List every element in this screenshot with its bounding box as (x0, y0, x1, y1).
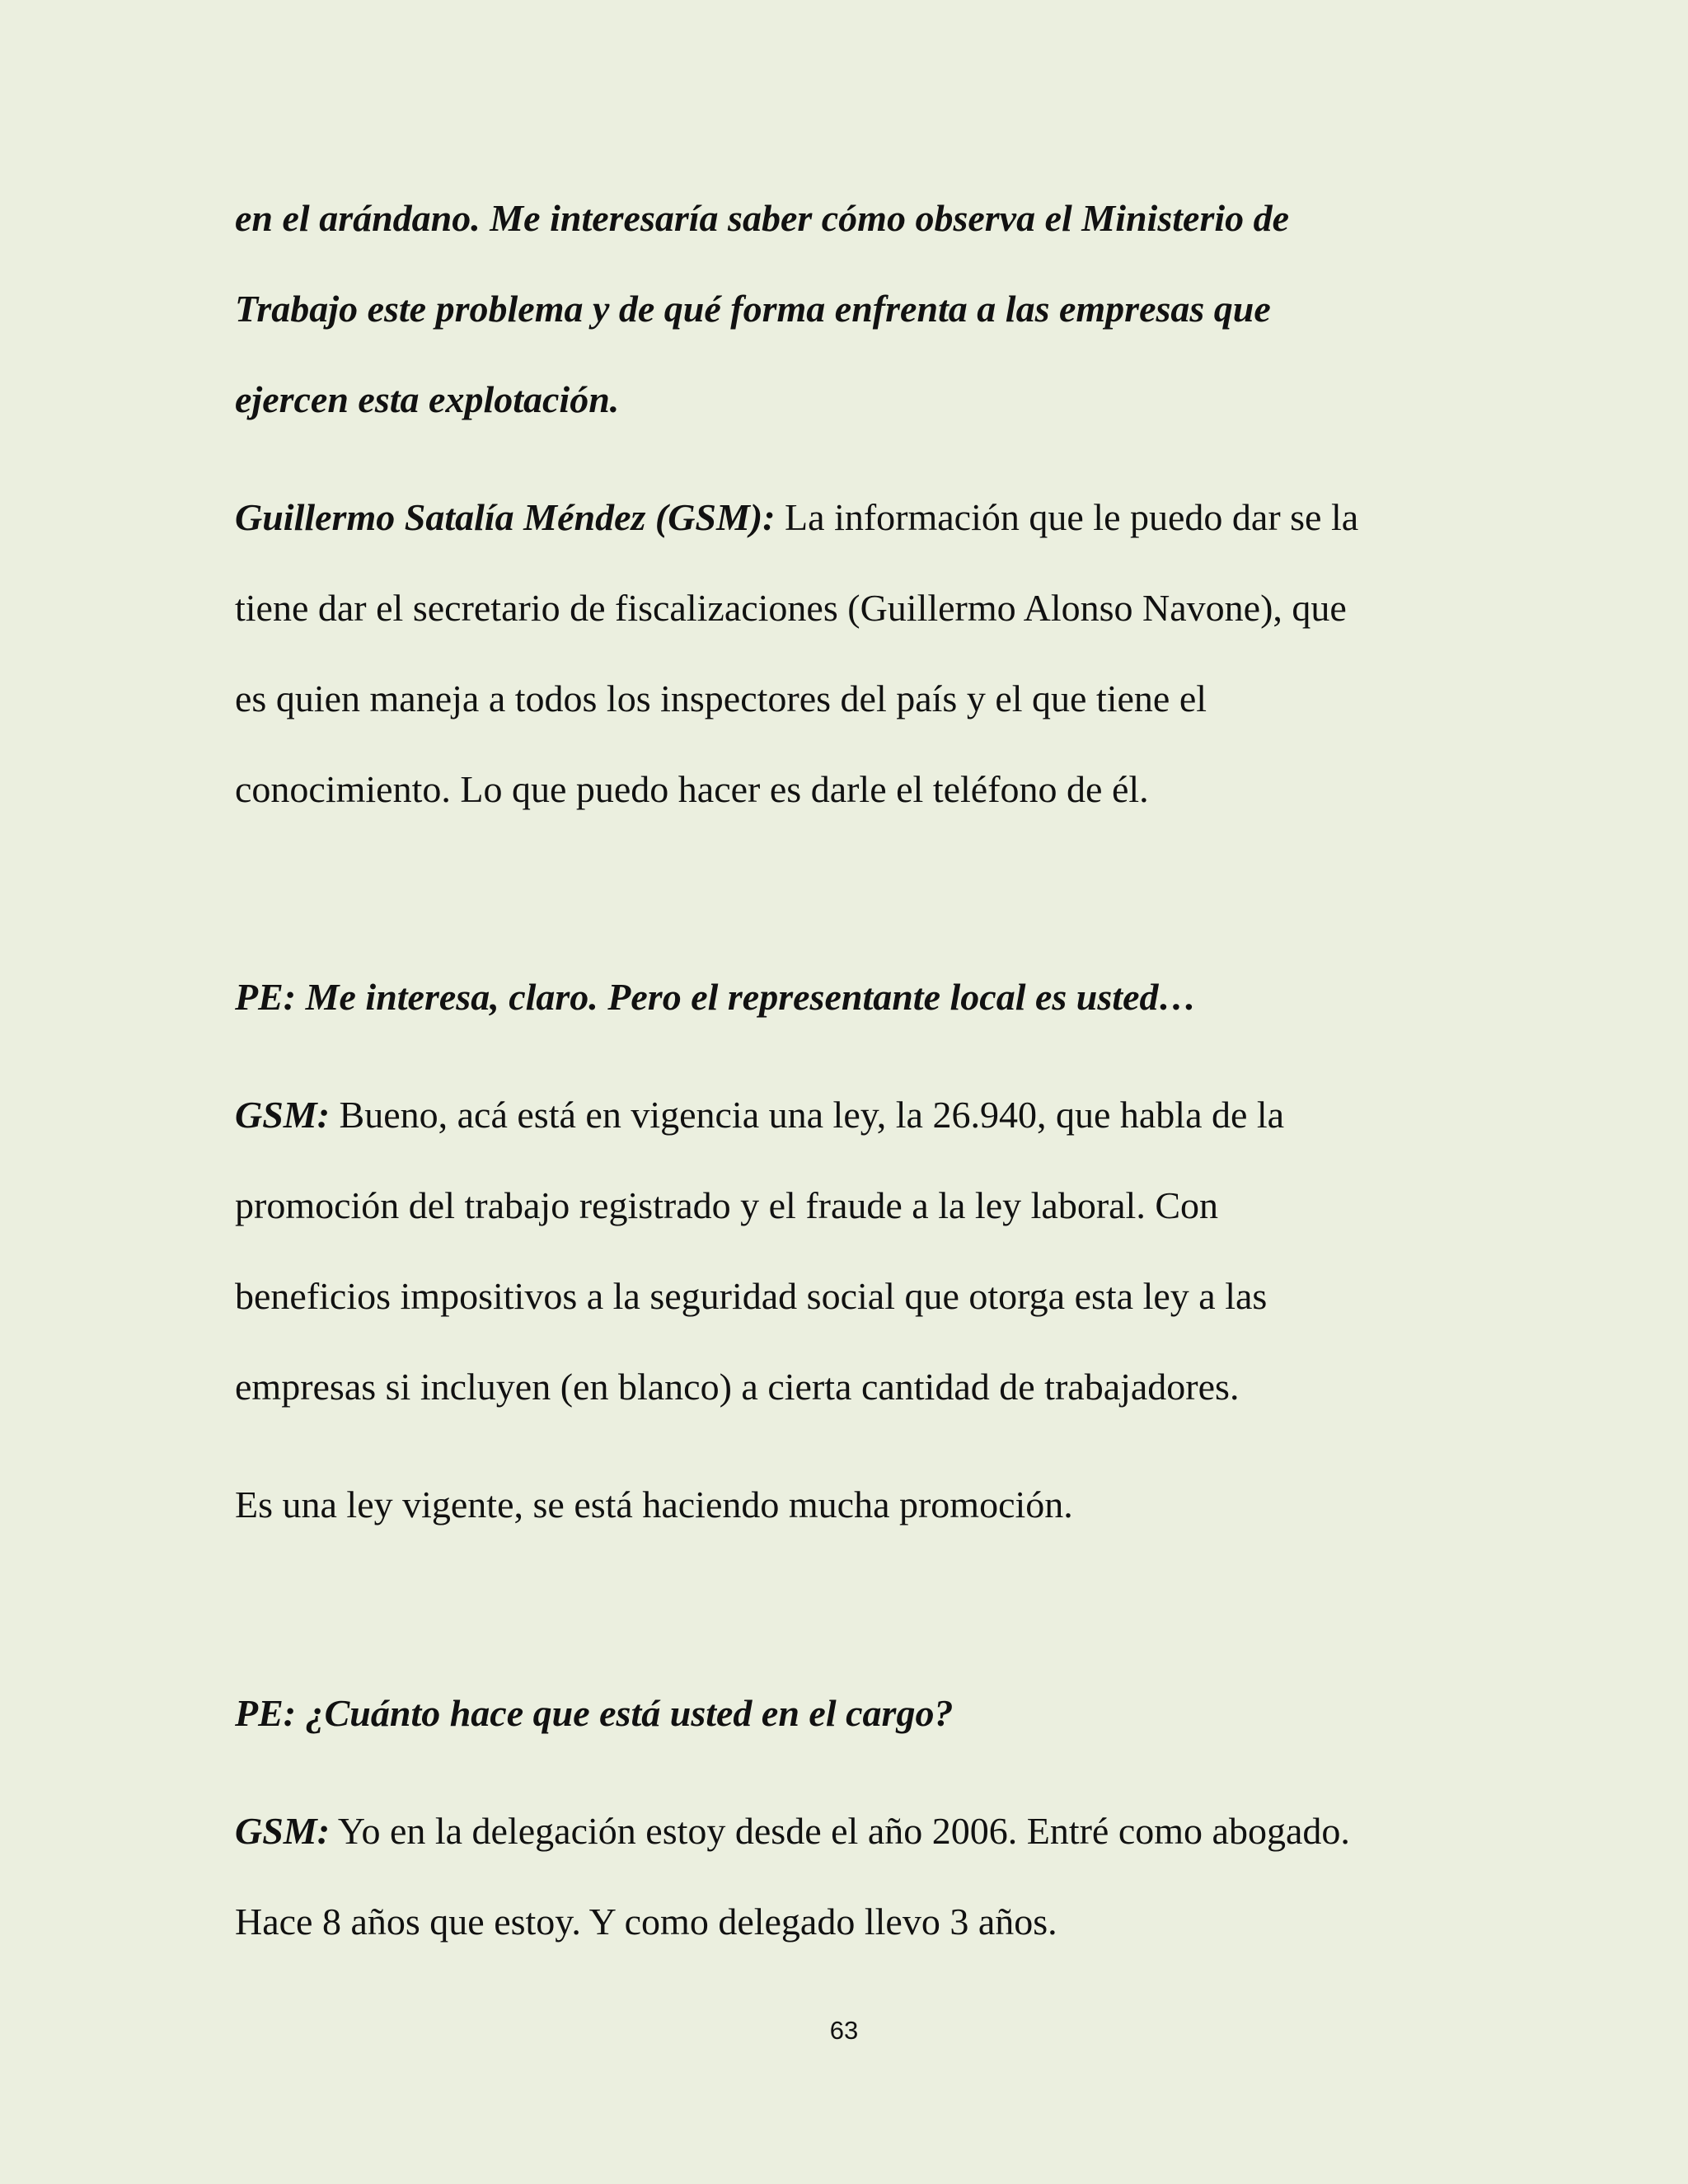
answer-3-line-2: Hace 8 años que estoy. Y como delegado llevo 3 años. (235, 1900, 1057, 1943)
question-1-line-2: Trabajo este problema y de qué forma enfrenta a las empresas que (235, 288, 1271, 330)
answer-2-text: Bueno, acá está en vigencia una ley, la 26.940, que habla de la (330, 1094, 1285, 1136)
answer-1-line-2: tiene dar el secretario de fiscalizaciones (Guillermo Alonso Navone), que (235, 587, 1347, 629)
speaker-label: GSM: (235, 1094, 331, 1136)
question-2: PE: Me interesa, claro. Pero el representante local es usted… (235, 976, 1197, 1018)
answer-2-line-2: promoción del trabajo registrado y el fraude a la ley laboral. Con (235, 1184, 1219, 1226)
page-number: 63 (829, 2016, 859, 2045)
answer-1-text: La información que le puedo dar se la (775, 496, 1359, 538)
answer-2-line-1 (235, 1090, 1471, 1140)
speaker-label: Guillermo Satalía Méndez (GSM): (235, 496, 776, 538)
answer-2-extra-paragraph: Es una ley vigente, se está haciendo mucha promoción. (235, 1483, 1073, 1526)
answer-1-line-1 (235, 493, 1471, 542)
speaker-label: GSM: (235, 1810, 331, 1852)
answer-3-text: Yo en la delegación estoy desde el año 2006. Entré como abogado. (330, 1810, 1350, 1852)
answer-2-line-3: beneficios impositivos a la seguridad social que otorga esta ley a las (235, 1275, 1268, 1317)
question-3: PE: ¿Cuánto hace que está usted en el cargo? (235, 1692, 954, 1734)
answer-3-line-1 (235, 1807, 1471, 1856)
question-1-line-1: en el arándano. Me interesaría saber cómo observa el Ministerio de (235, 197, 1290, 239)
answer-1-line-4: conocimiento. Lo que puedo hacer es darle el teléfono de él. (235, 768, 1149, 810)
answer-1-line-3: es quien maneja a todos los inspectores del país y el que tiene el (235, 677, 1207, 719)
answer-2-line-4: empresas si incluyen (en blanco) a cierta cantidad de trabajadores. (235, 1366, 1240, 1408)
question-1-line-3: ejercen esta explotación. (235, 378, 620, 420)
